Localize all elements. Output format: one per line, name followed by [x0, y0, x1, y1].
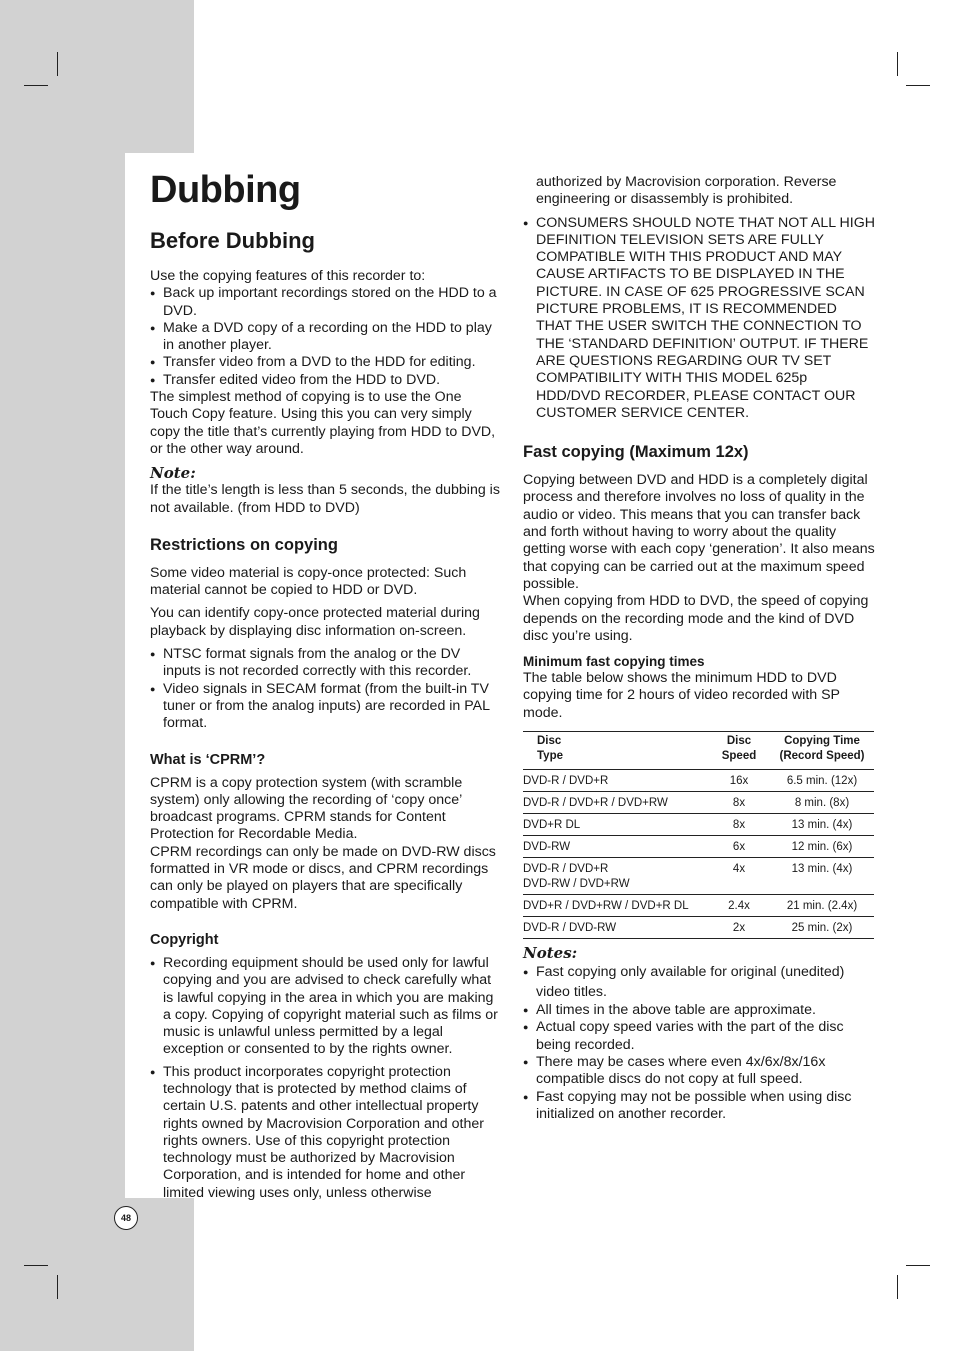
restrictions-heading: Restrictions on copying	[150, 535, 338, 554]
list-item: ● Transfer edited video from the HDD to DVD.	[150, 372, 502, 389]
cell-copying-time: 12 min. (6x)	[770, 836, 874, 858]
list-item: ● Recording equipment should be used only for lawful copying and you are advised to check carefully what is lawful copying in the area in which you are making a copy. Copying of copyright material such as films or music is unlawful unless permitted by a legal exception or consented to by the rights owner.	[150, 955, 502, 1059]
cell-disc-type: DVD+R DL	[523, 814, 708, 836]
cell-disc-speed: 6x	[708, 836, 770, 858]
crop-mark	[897, 1275, 898, 1299]
crop-mark	[57, 52, 58, 76]
copyright-continued: authorized by Macrovision corporation. Reverse engineering or disassembly is prohibited.	[536, 174, 837, 208]
list-item: ● This product incorporates copyright protection technology that is protected by method claims of certain U.S. patents and other intellectual property rights owned by Macrovision Corporation and other rights owners. Use of this copyright protection technology must be authorized by Macrovision Corporation, and is intended for home and other limited viewing uses only, unless otherwise	[150, 1064, 502, 1202]
cell-disc-type: DVD-R / DVD+R / DVD+RW	[523, 792, 708, 814]
table-row	[523, 917, 874, 939]
restrictions-list	[150, 646, 502, 732]
crop-mark	[906, 1265, 930, 1266]
copyright-list	[150, 955, 502, 1202]
list-item: ● CONSUMERS SHOULD NOTE THAT NOT ALL HIGH DEFINITION TELEVISION SETS ARE FULLY COMPATIBLE WITH THIS PRODUCT AND MAY CAUSE ARTIFACTS TO BE DISPLAYED IN THE PICTURE. IN CASE OF 625 PROGRESSIVE SCAN PICTURE PROBLEMS, IT IS RECOMMENDED THAT THE USER SWITCH THE CONNECTION TO THE ‘STANDARD DEFINITION’ OUTPUT. IF THERE ARE QUESTIONS REGARDING OUR TV SET COMPATIBILITY WITH THIS MODEL 625p HDD/DVD RECORDER, PLEASE CONTACT OUR CUSTOMER SERVICE CENTER.	[523, 215, 875, 423]
table-row	[523, 770, 874, 792]
table-row	[523, 858, 874, 895]
cell-disc-speed: 16x	[708, 770, 770, 792]
list-item: ● NTSC format signals from the analog or the DV inputs is not recorded correctly with this recorder.	[150, 646, 502, 681]
cell-copying-time: 13 min. (4x)	[770, 858, 874, 895]
header-disc-speed: Disc Speed	[708, 732, 770, 770]
notes-label: Notes:	[523, 944, 578, 963]
min-copying-paragraph: The table below shows the minimum HDD to DVD copying time for 2 hours of video recorded with SP mode.	[523, 670, 840, 721]
restrictions-paragraph: You can identify copy-once protected material during playback by displaying disc information on-screen.	[150, 605, 480, 639]
copyright-heading: Copyright	[150, 931, 219, 948]
table-row	[523, 814, 874, 836]
restrictions-paragraph: Some video material is copy-once protected: Such material cannot be copied to HDD or DVD.	[150, 564, 467, 599]
page-number: 48	[114, 1206, 138, 1230]
table-row	[523, 895, 874, 917]
cell-disc-speed: 2x	[708, 917, 770, 939]
header-copying-time: Copying Time (Record Speed)	[770, 732, 874, 770]
cell-disc-type: DVD+R / DVD+RW / DVD+R DL	[523, 895, 708, 917]
crop-mark	[897, 52, 898, 76]
cell-disc-type: DVD-R / DVD+R	[523, 770, 708, 792]
right-column	[523, 174, 875, 1123]
list-item: ● Fast copying may not be possible when using disc initialized on another recorder.	[523, 1089, 875, 1124]
list-item: ● Transfer video from a DVD to the HDD for editing.	[150, 354, 502, 371]
cell-copying-time: 6.5 min. (12x)	[770, 770, 874, 792]
list-item: ● All times in the above table are approximate.	[523, 1002, 875, 1019]
list-item: ● Fast copying only available for original (unedited) video titles.	[523, 962, 875, 1002]
notes-list	[523, 962, 875, 1123]
cell-disc-speed: 8x	[708, 814, 770, 836]
fast-copying-heading: Fast copying (Maximum 12x)	[523, 443, 749, 462]
before-dubbing-heading: Before Dubbing	[150, 228, 315, 253]
fast-copying-paragraph: Copying between DVD and HDD is a completely digital process and therefore involves no loss of quality in the audio or video. This means that you can transfer back and forth without having to worry about the quality getting worse with each copy ‘generation’. It also means that copying can be carried out at the maximum speed possible.	[523, 472, 875, 592]
copyright-list-continued	[523, 215, 875, 423]
list-item: ● There may be cases where even 4x/6x/8x/16x compatible discs do not copy at full speed.	[523, 1054, 875, 1089]
cell-disc-type: DVD-R / DVD+R DVD-RW / DVD+RW	[523, 858, 708, 895]
cell-disc-type: DVD-RW	[523, 836, 708, 858]
cell-disc-speed: 8x	[708, 792, 770, 814]
cell-copying-time: 13 min. (4x)	[770, 814, 874, 836]
min-copying-heading: Minimum fast copying times	[523, 654, 705, 670]
fast-copying-paragraph: When copying from HDD to DVD, the speed of copying depends on the recording mode and the kind of DVD disc you’re using.	[523, 593, 869, 644]
cell-disc-type: DVD-R / DVD-RW	[523, 917, 708, 939]
cell-copying-time: 8 min. (8x)	[770, 792, 874, 814]
left-column	[150, 166, 502, 1202]
before-dubbing-list	[150, 285, 502, 389]
cell-disc-speed: 4x	[708, 858, 770, 895]
list-item: ● Video signals in SECAM format (from the built-in TV tuner or from the analog inputs) are recorded in PAL format.	[150, 681, 502, 733]
cprm-paragraph: CPRM is a copy protection system (with scramble system) only allowing the recording of ‘copy once’ broadcast programs. CPRM stands for Content Protection for Recordable Media.	[150, 774, 463, 843]
table-row	[523, 836, 874, 858]
table-header-row	[523, 732, 874, 770]
page-title: Dubbing	[150, 169, 301, 211]
cprm-heading: What is ‘CPRM’?	[150, 751, 266, 768]
crop-mark	[24, 85, 48, 86]
note-text: If the title’s length is less than 5 seconds, the dubbing is not available. (from HDD to DVD)	[150, 482, 500, 516]
header-disc-type: Disc Type	[523, 732, 708, 770]
cprm-paragraph: CPRM recordings can only be made on DVD-RW discs formatted in VR mode or discs, and CPRM recordings can only be played on players that are specifically compatible with CPRM.	[150, 843, 496, 912]
before-dubbing-intro: Use the copying features of this recorder to:	[150, 268, 426, 284]
crop-mark	[906, 85, 930, 86]
copying-times-table	[523, 731, 874, 939]
crop-mark	[57, 1275, 58, 1299]
table-row	[523, 792, 874, 814]
list-item: ● Make a DVD copy of a recording on the HDD to play in another player.	[150, 320, 502, 355]
list-item: ● Actual copy speed varies with the part of the disc being recorded.	[523, 1019, 875, 1054]
cell-disc-speed: 2.4x	[708, 895, 770, 917]
note-label: Note:	[150, 464, 196, 483]
before-dubbing-paragraph: The simplest method of copying is to use the One Touch Copy feature. Using this you can very simply copy the title that’s currently playing from HDD to DVD, or the other way around.	[150, 389, 496, 457]
crop-mark	[24, 1265, 48, 1266]
cell-copying-time: 21 min. (2.4x)	[770, 895, 874, 917]
list-item: ● Back up important recordings stored on the HDD to a DVD.	[150, 285, 502, 320]
cell-copying-time: 25 min. (2x)	[770, 917, 874, 939]
